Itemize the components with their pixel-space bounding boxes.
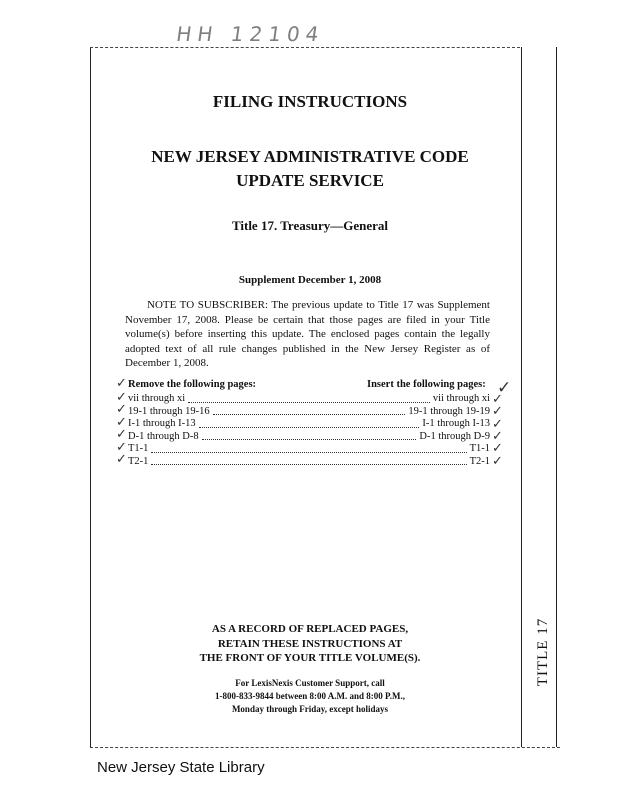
frame-top-rule [90,47,520,48]
insert-pages: I-1 through I-13 [422,418,490,429]
page-row [128,456,490,469]
remove-pages: T2-1 [128,455,149,467]
tab-label: TITLE 17 [535,617,551,687]
remove-pages: 19-1 through 19-16 [128,405,210,417]
remove-pages: vii through xi [128,393,186,404]
leader-dots [213,406,406,416]
subtitle-line-2: UPDATE SERVICE [236,171,384,190]
supplement-date: Supplement December 1, 2008 [238,274,382,286]
remove-pages: I-1 through I-13 [128,418,196,429]
document-subtitle [110,145,510,193]
check-mark-icon: ✓ [116,415,127,430]
check-mark-icon: ✓ [492,441,503,456]
check-mark-icon: ✓ [497,378,512,398]
support-line-2: 1-800-833-9844 between 8:00 A.M. and 8:00 P.M., [215,691,405,701]
check-mark-icon: ✓ [116,440,127,455]
library-stamp: New Jersey State Library [97,759,265,776]
document-title: FILING INSTRUCTIONS [212,92,408,111]
record-line-3: THE FRONT OF YOUR TITLE VOLUME(S). [199,652,421,664]
subtitle-line-1: NEW JERSEY ADMINISTRATIVE CODE [151,147,469,166]
page-list [128,393,490,468]
record-instructions [110,622,510,666]
insert-header: Insert the following pages: [367,379,486,390]
support-line-3: Monday through Friday, except holidays [231,704,389,714]
check-mark-icon: ✓ [116,376,127,391]
remove-header: Remove the following pages: [128,379,257,390]
check-mark-icon: ✓ [492,429,503,444]
check-mark-icon: ✓ [492,417,503,432]
check-mark-icon: ✓ [492,454,503,469]
insert-pages: vii through xi [432,393,490,404]
insert-pages: T2-1 [469,455,490,467]
title-section: Title 17. Treasury—General [231,218,389,233]
leader-dots [188,393,430,403]
record-line-2: RETAIN THESE INSTRUCTIONS AT [217,637,403,650]
leader-dots [199,418,420,428]
customer-support [110,677,510,716]
remove-pages: T1-1 [128,443,149,454]
remove-pages: D-1 through D-8 [128,430,199,442]
handwritten-annotation: HH 12104 [174,22,327,46]
frame-bottom-rule [90,747,560,748]
insert-pages: 19-1 through 19-19 [408,405,490,417]
leader-dots [151,443,466,453]
leader-dots [202,431,417,441]
page-row [128,406,490,419]
check-mark-icon: ✓ [116,402,127,417]
note-to-subscriber: NOTE TO SUBSCRIBER: The previous update to Title 17 was Supplement November 17, 2008. Please be certain that those pages are filed in your Title volume(s) before inserting this update. The enclosed pages contain the legally adopted text of all rule changes published in the New Jersey Register as of December 1, 2008. [125,299,490,369]
check-mark-icon: ✓ [116,427,127,442]
page-row [128,393,490,406]
tab-divider [521,47,522,747]
page-row [128,443,490,456]
insert-pages: D-1 through D-9 [419,430,490,442]
page-row [128,431,490,444]
page-row [128,418,490,431]
check-mark-icon: ✓ [492,404,503,419]
leader-dots [151,456,466,466]
support-line-1: For LexisNexis Customer Support, call [235,678,385,688]
record-line-1: AS A RECORD OF REPLACED PAGES, [211,623,409,635]
check-mark-icon: ✓ [116,390,127,405]
check-mark-icon: ✓ [116,452,127,467]
check-mark-icon: ✓ [492,392,503,407]
insert-pages: T1-1 [469,443,490,454]
